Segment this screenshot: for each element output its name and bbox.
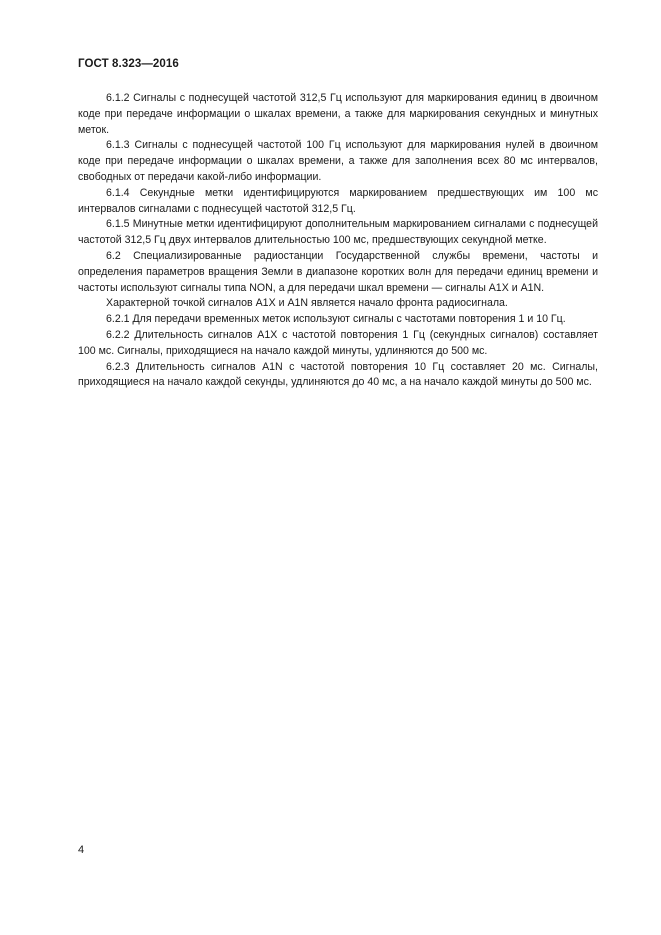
paragraph-6-1-3: 6.1.3 Сигналы с поднесущей частотой 100 Гц используют для маркирования нулей в двоичном коде при передаче информации о шкалах времени, а также для заполнения всех 80 мс интервалов, свободных от передачи какой-либо информации. <box>78 139 598 183</box>
document-header: ГОСТ 8.323—2016 <box>78 58 179 70</box>
paragraph-characteristic-point: Характерной точкой сигналов А1Х и А1N является начало фронта радиосигнала. <box>106 297 508 310</box>
page-number: 4 <box>78 844 85 856</box>
paragraph-6-2-3: 6.2.3 Длительность сигналов А1N с частотой повторения 10 Гц составляет 20 мс. Сигналы, приходящиеся на начало каждой секунды, удлиняются до 40 мс, а на начало каждой минуты до 500 мс. <box>78 360 598 389</box>
paragraph-6-2-2: 6.2.2 Длительность сигналов А1Х с частотой повторения 1 Гц (секундных сигналов) составляет 100 мс. Сигналы, приходящиеся на начало каждой минуты, удлиняются до 500 мс. <box>78 328 598 357</box>
paragraph-6-1-5: 6.1.5 Минутные метки идентифицируют дополнительным маркированием сигналами с поднесущей частотой 312,5 Гц двух интервалов длительностью 100 мс, предшествующих секундной метке. <box>78 218 598 247</box>
paragraph-6-2-1: 6.2.1 Для передачи временных меток используют сигналы с частотами повторения 1 и 10 Гц. <box>106 313 566 326</box>
paragraph-6-1-4: 6.1.4 Секундные метки идентифицируются маркированием предшествующих им 100 мс интервалов сигналами с поднесущей частотой 312,5 Гц. <box>78 186 598 215</box>
document-body <box>78 91 598 391</box>
paragraph-6-2: 6.2 Специализированные радиостанции Государственной службы времени, частоты и определения параметров вращения Земли в диапазоне коротких волн для передачи единиц времени и частоты используют сигналы типа NON, а для передачи шкал времени — сигналы А1Х и А1N. <box>78 249 598 294</box>
paragraph-6-1-2: 6.1.2 Сигналы с поднесущей частотой 312,5 Гц используют для маркирования единиц в двоичном коде при передаче информации о шкалах времени, а также для маркирования секундных и минутных меток. <box>78 92 598 136</box>
